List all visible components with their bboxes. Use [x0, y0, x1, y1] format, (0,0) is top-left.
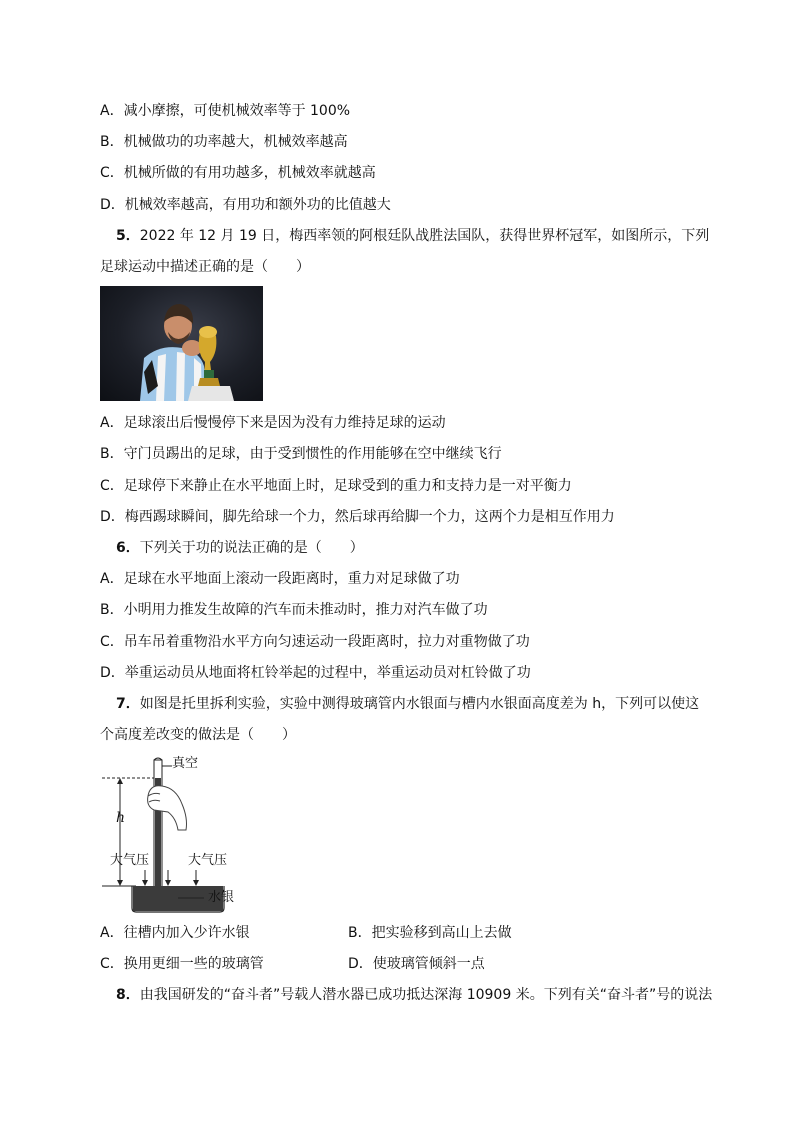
q8-stem-line1: 8．由我国研发的“奋斗者”号载人潜水器已成功抵达深海 10909 米。下列有关“奋斗者”号的说法	[116, 987, 713, 1003]
q5-number: 5．	[116, 228, 140, 244]
messi-trophy-photo	[100, 286, 263, 401]
label-atm-left: 大气压	[110, 853, 150, 868]
q5-stem-line2: 足球运动中描述正确的是（ ）	[100, 259, 310, 275]
q5-option-a: A．足球滚出后慢慢停下来是因为没有力维持足球的运动	[100, 415, 446, 431]
label-h: h	[116, 810, 126, 826]
q7-option-d: D．使玻璃管倾斜一点	[348, 956, 485, 972]
q7-stem-line1: 7．如图是托里拆利实验，实验中测得玻璃管内水银面与槽内水银面高度差为 h，下列可以使这	[116, 696, 700, 712]
q7-option-c: C．换用更细一些的玻璃管	[100, 956, 264, 972]
q7-number: 7．	[116, 696, 140, 712]
q6-option-b: B．小明用力推发生故障的汽车而未推动时，推力对汽车做了功	[100, 602, 488, 618]
q4-option-d: D．机械效率越高，有用功和额外功的比值越大	[100, 197, 391, 213]
q6-option-d: D．举重运动员从地面将杠铃举起的过程中，举重运动员对杠铃做了功	[100, 665, 531, 681]
q5-option-c: C．足球停下来静止在水平地面上时，足球受到的重力和支持力是一对平衡力	[100, 478, 572, 494]
q8-number: 8．	[116, 987, 140, 1003]
torricelli-experiment-diagram	[96, 752, 246, 918]
q4-option-a: A．减小摩擦，可使机械效率等于 100%	[100, 103, 351, 119]
label-mercury: 水银	[208, 890, 235, 905]
q4-option-c: C．机械所做的有用功越多，机械效率就越高	[100, 165, 376, 181]
q7-option-a: A．往槽内加入少许水银	[100, 925, 250, 941]
q6-number: 6．	[116, 540, 140, 556]
q7-stem-line2: 个高度差改变的做法是（ ）	[100, 727, 296, 743]
label-vacuum: 真空	[172, 756, 199, 771]
q6-option-a: A．足球在水平地面上滚动一段距离时，重力对足球做了功	[100, 571, 460, 587]
q6-option-c: C．吊车吊着重物沿水平方向匀速运动一段距离时，拉力对重物做了功	[100, 634, 530, 650]
q5-option-b: B．守门员踢出的足球，由于受到惯性的作用能够在空中继续飞行	[100, 446, 502, 462]
q5-option-d: D．梅西踢球瞬间，脚先给球一个力，然后球再给脚一个力，这两个力是相互作用力	[100, 509, 615, 525]
messi-trophy-illustration	[100, 286, 263, 401]
q7-option-b: B．把实验移到高山上去做	[348, 925, 512, 941]
q5-stem-line1: 5．2022 年 12 月 19 日，梅西率领的阿根廷队战胜法国队，获得世界杯冠军，如图所示，下列	[116, 228, 710, 244]
q6-stem: 6．下列关于功的说法正确的是（ ）	[116, 540, 364, 556]
label-atm-right: 大气压	[188, 853, 228, 868]
q4-option-b: B．机械做功的功率越大，机械效率越高	[100, 134, 348, 150]
